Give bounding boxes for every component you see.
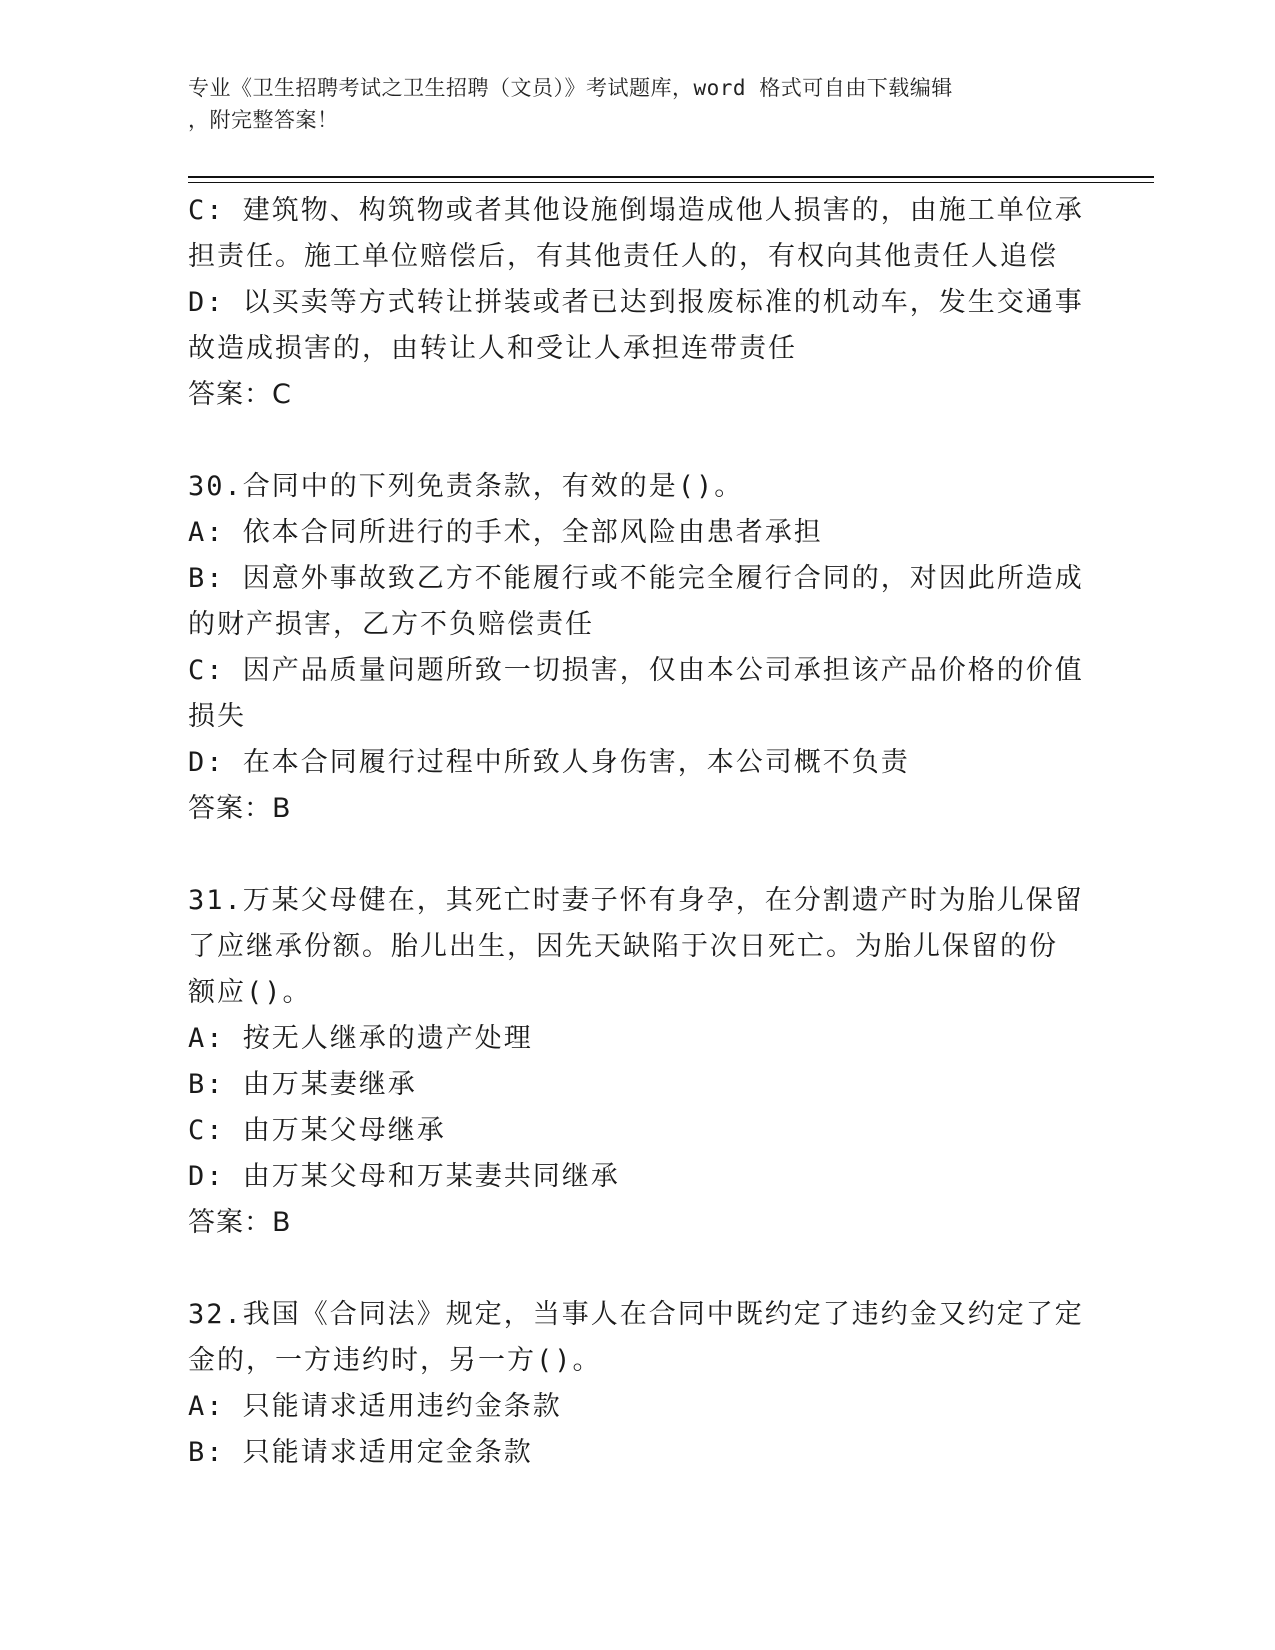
question-29	[188, 188, 1084, 418]
option-c: C: 由万某父母继承	[188, 1115, 446, 1146]
question-list	[188, 188, 1084, 1476]
option-c-line-1: C: 建筑物、构筑物或者其他设施倒塌造成他人损害的，由施工单位承	[188, 195, 1084, 226]
header-line-2: ，附完整答案！	[188, 108, 339, 132]
spacer	[188, 832, 1078, 878]
option-d: D: 由万某父母和万某妻共同继承	[188, 1161, 620, 1192]
spacer	[188, 1246, 1078, 1292]
answer: 答案：C	[188, 379, 292, 410]
question-stem-line-1: 31.万某父母健在，其死亡时妻子怀有身孕，在分割遗产时为胎儿保留	[188, 885, 1084, 916]
option-b: B: 只能请求适用定金条款	[188, 1437, 533, 1468]
header-divider-thick	[188, 176, 1154, 178]
option-b: B: 由万某妻继承	[188, 1069, 417, 1100]
question-stem-line-2: 了应继承份额。胎儿出生，因先天缺陷于次日死亡。为胎儿保留的份	[188, 931, 1058, 962]
option-d-line-1: D: 以买卖等方式转让拼装或者已达到报废标准的机动车，发生交通事	[188, 287, 1084, 318]
spacer	[188, 418, 1078, 464]
option-a: A: 依本合同所进行的手术，全部风险由患者承担	[188, 517, 823, 548]
question-stem: 30.合同中的下列免责条款，有效的是()。	[188, 471, 744, 502]
question-stem-line-1: 32.我国《合同法》规定，当事人在合同中既约定了违约金又约定了定	[188, 1299, 1084, 1330]
option-d-line-2: 故造成损害的，由转让人和受让人承担连带责任	[188, 333, 797, 364]
question-stem-line-3: 额应()。	[188, 977, 312, 1008]
question-stem-line-2: 金的，一方违约时，另一方()。	[188, 1345, 602, 1376]
option-b-line-2: 的财产损害，乙方不负赔偿责任	[188, 609, 594, 640]
option-b-line-1: B: 因意外事故致乙方不能履行或不能完全履行合同的，对因此所造成	[188, 563, 1084, 594]
option-a: A: 只能请求适用违约金条款	[188, 1391, 562, 1422]
header-line-1: 专业《卫生招聘考试之卫生招聘（文员）》考试题库，word 格式可自由下载编辑	[188, 76, 953, 100]
option-c-line-1: C: 因产品质量问题所致一切损害，仅由本公司承担该产品价格的价值	[188, 655, 1084, 686]
option-c-line-2: 损失	[188, 701, 246, 732]
question-31	[188, 878, 1084, 1246]
option-a: A: 按无人继承的遗产处理	[188, 1023, 533, 1054]
document-header	[188, 72, 1068, 136]
answer: 答案：B	[188, 793, 292, 824]
option-d: D: 在本合同履行过程中所致人身伤害，本公司概不负责	[188, 747, 910, 778]
question-32	[188, 1292, 1084, 1476]
answer: 答案：B	[188, 1207, 292, 1238]
question-30	[188, 464, 1084, 832]
option-c-line-2: 担责任。施工单位赔偿后，有其他责任人的，有权向其他责任人追偿	[188, 241, 1058, 272]
header-divider-thin	[188, 182, 1154, 183]
